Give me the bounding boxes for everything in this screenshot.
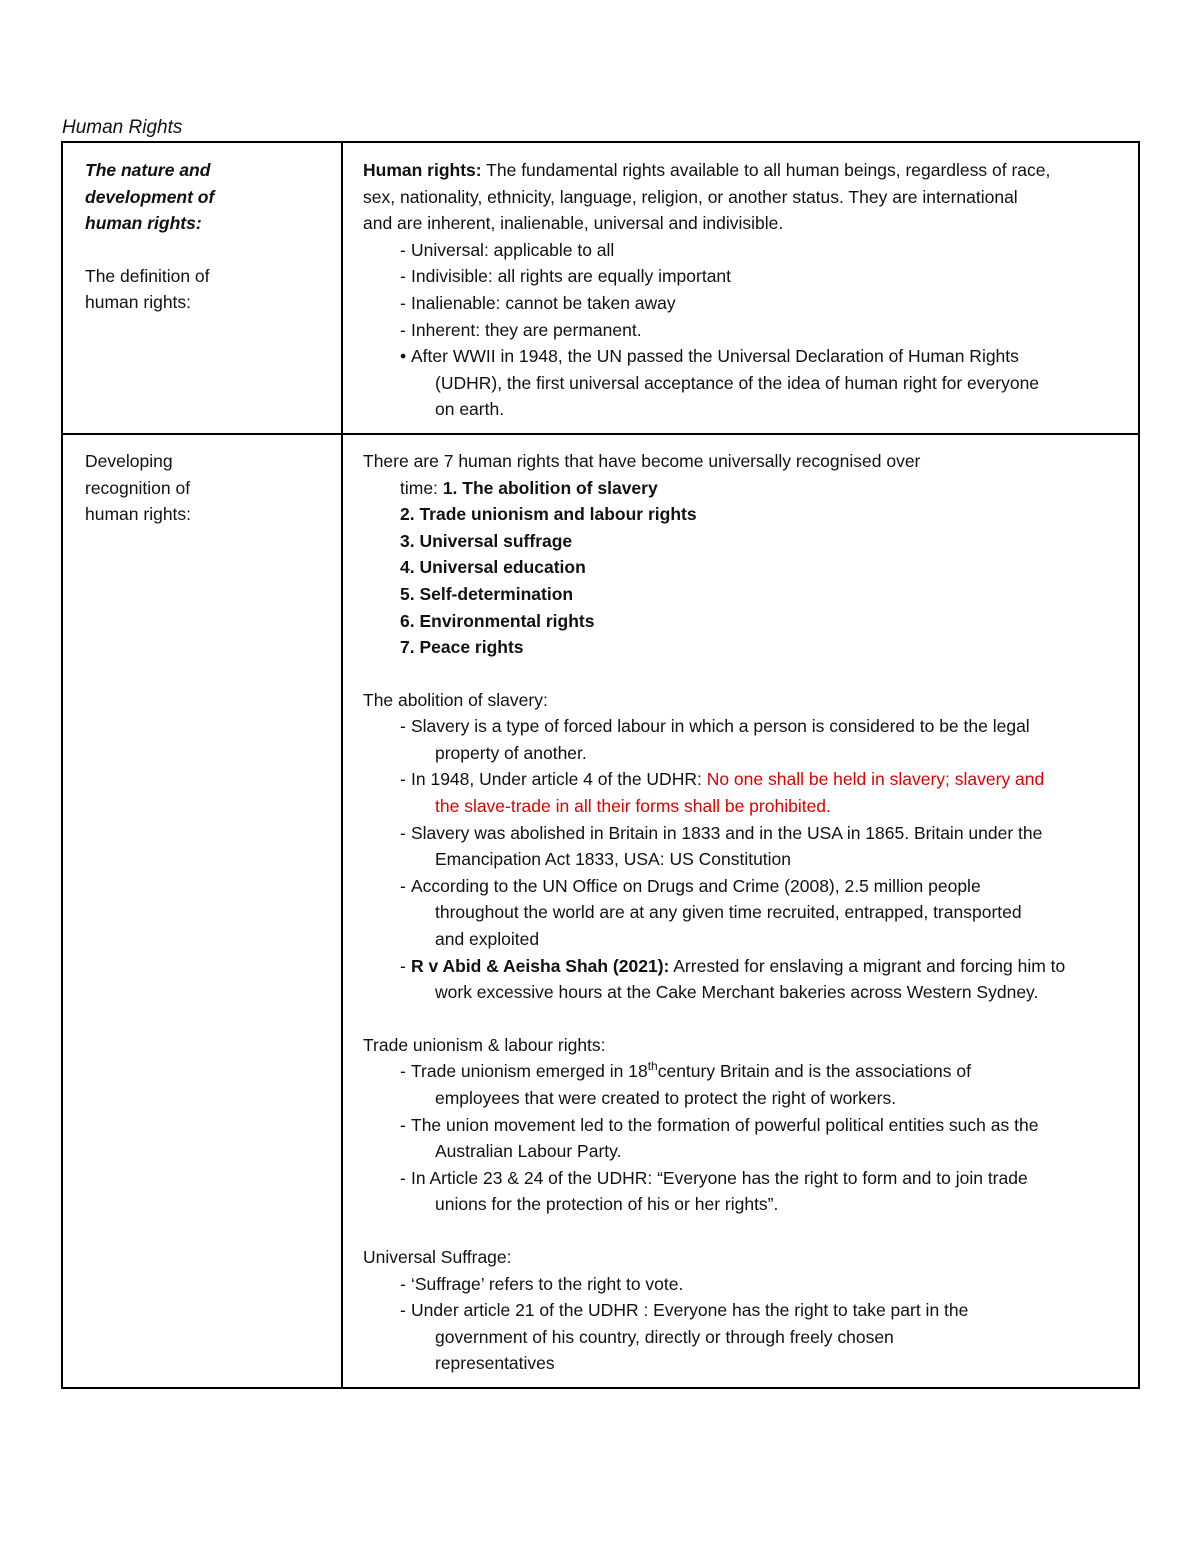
list-item: - Slavery was abolished in Britain in 1833 and in the USA in 1865. Britain under the Emancipation Act 1833, USA: US Constitution (400, 822, 1043, 870)
left-sub-line: The definition of (85, 265, 210, 286)
list-item: - The union movement led to the formation of powerful political entities such as the Australian Labour Party. (400, 1114, 1039, 1162)
list-item: - Inherent: they are permanent. (400, 319, 642, 340)
left-line: Developing (85, 450, 173, 471)
list-item: 5. Self-determination (400, 583, 574, 604)
bullet-item: • After WWII in 1948, the UN passed the Universal Declaration of Human Rights (UDHR), the first universal acceptance of the idea of human right for everyone on earth. (363, 343, 1118, 423)
document-title: Human Rights (62, 117, 183, 138)
row2-right-cell (342, 434, 1139, 1388)
list-item: - In Article 23 & 24 of the UDHR: “Everyone has the right to form and to join trade unions for the protection of his or her rights”. (400, 1167, 1028, 1215)
list-item: - R v Abid & Aeisha Shah (2021): Arrested for enslaving a migrant and forcing him to work excessive hours at the Cake Merchant bakeries across Western Sydney. (400, 955, 1066, 1003)
left-heading-line: human rights: (85, 213, 202, 234)
left-line: recognition of (85, 477, 191, 498)
left-heading-line: The nature and (85, 160, 211, 180)
section-heading: The abolition of slavery: (363, 689, 548, 710)
notes-table (61, 141, 1140, 1389)
list-item: - In 1948, Under article 4 of the UDHR: No one shall be held in slavery; slavery and the slave-trade in all their forms shall be prohibited. (400, 769, 1045, 817)
row2-left-cell (62, 434, 342, 1388)
list-item: - According to the UN Office on Drugs and Crime (2008), 2.5 million people throughout the world are at any given time recruited, entrapped, transported and exploited (400, 875, 1022, 950)
list-item: - ‘Suffrage’ refers to the right to vote. (400, 1273, 684, 1294)
definition-line: and are inherent, inalienable, universal and indivisible. (363, 213, 784, 234)
list-item: - Under article 21 of the UDHR : Everyone has the right to take part in the government of his country, directly or through freely chosen representatives (400, 1300, 969, 1374)
left-line: human rights: (85, 504, 192, 525)
list-item: - Indivisible: all rights are equally important (400, 266, 732, 287)
section-heading: Universal Suffrage: (363, 1246, 512, 1267)
row1-right-cell (342, 142, 1139, 434)
list-item: 3. Universal suffrage (400, 530, 573, 551)
list-item: 2. Trade unionism and labour rights (400, 504, 697, 525)
left-sub-line: human rights: (85, 292, 192, 313)
list-item: - Trade unionism emerged in 18thcentury Britain and is the associations of employees that were created to protect the right of workers. (400, 1059, 971, 1108)
definition-label: Human rights: (363, 160, 482, 180)
intro-line: There are 7 human rights that have become universally recognised over (363, 450, 921, 471)
table-row (62, 142, 1139, 434)
rights-list (363, 501, 1118, 661)
bullet-icon: • (400, 346, 407, 367)
section-heading: Trade unionism & labour rights: (363, 1034, 606, 1055)
definition-line: sex, nationality, ethnicity, language, religion, or another status. They are international (363, 186, 1018, 207)
left-heading-line: development of (85, 186, 215, 207)
list-item: 4. Universal education (400, 557, 586, 578)
row1-left-cell (62, 142, 342, 434)
list-item: 7. Peace rights (400, 637, 524, 658)
list-item: - Slavery is a type of forced labour in which a person is considered to be the legal property of another. (400, 716, 1030, 763)
list-item: 6. Environmental rights (400, 610, 595, 631)
definition-line: Human rights: The fundamental rights available to all human beings, regardless of race, (363, 160, 1051, 180)
list-item: - Inalienable: cannot be taken away (400, 292, 676, 313)
list-item: - Universal: applicable to all (400, 239, 615, 260)
intro-line: time: 1. The abolition of slavery (400, 477, 658, 498)
table-row (62, 434, 1139, 1388)
